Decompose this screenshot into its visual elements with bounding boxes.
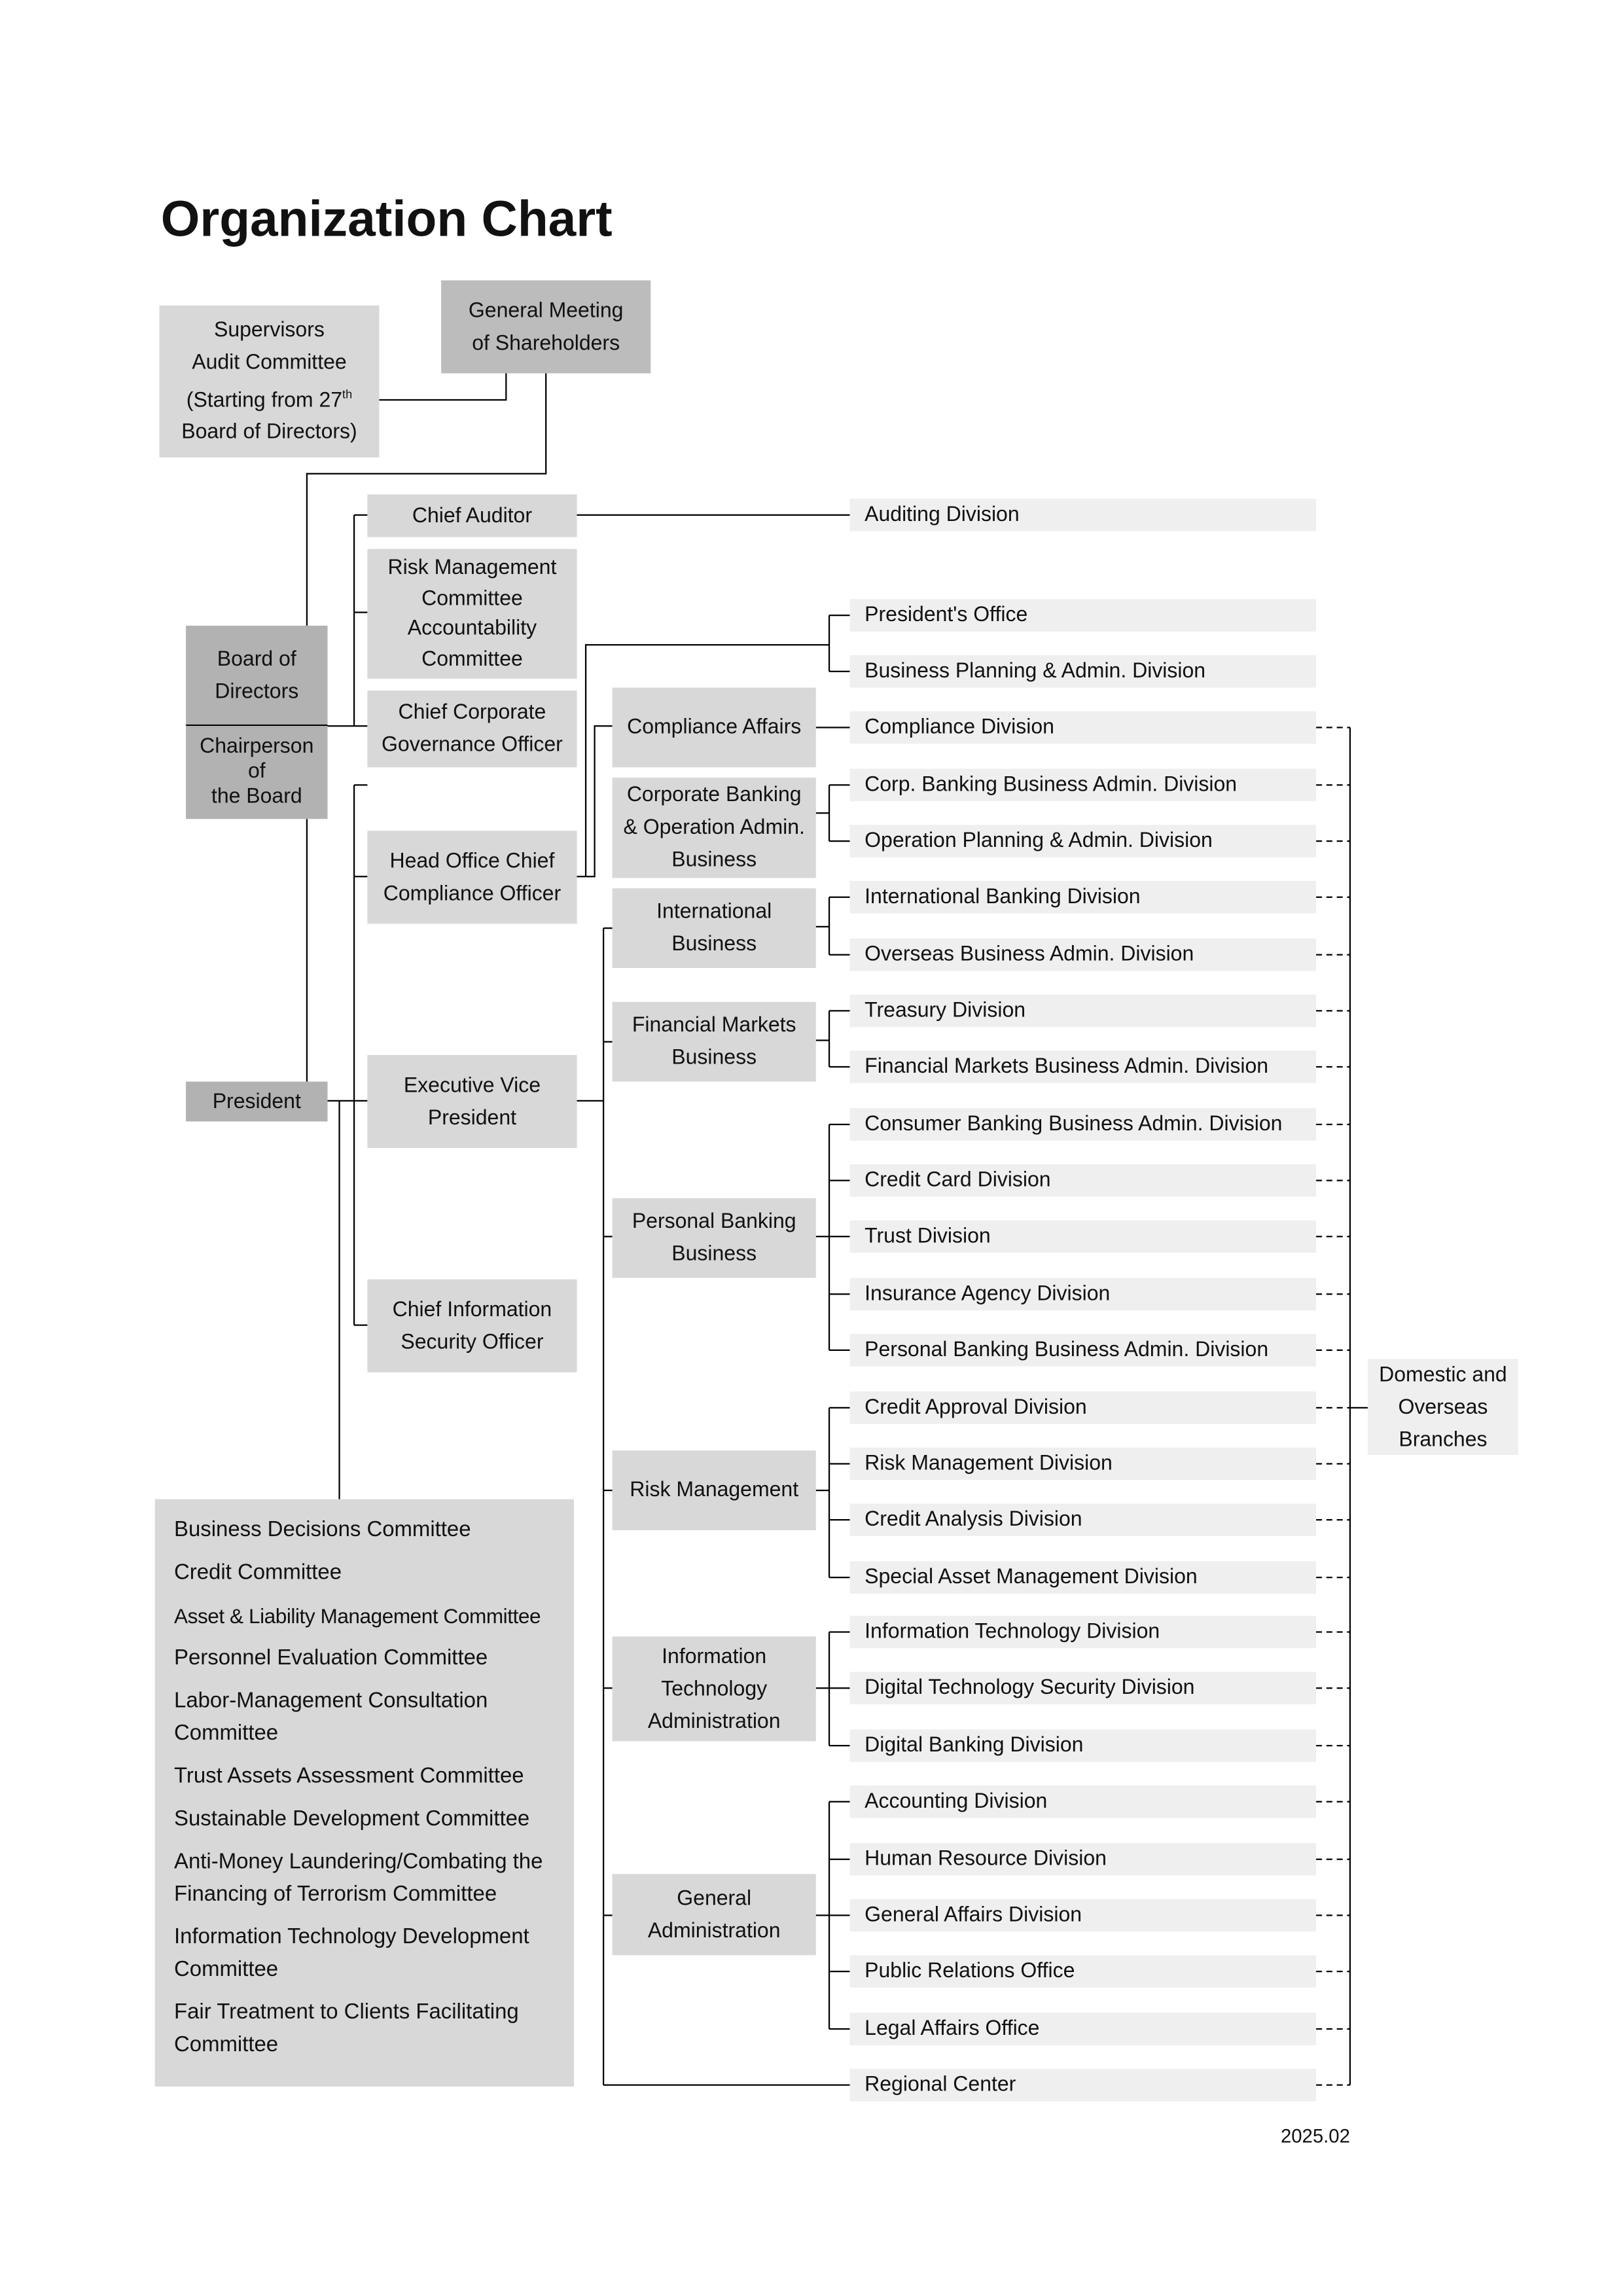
division-credit-approval: Credit Approval Division xyxy=(850,1391,1316,1424)
shareholders-line-2: of Shareholders xyxy=(472,331,620,355)
division-accounting: Accounting Division xyxy=(850,1785,1316,1818)
committee-item: Anti-Money Laundering/Combating the Financing of Terrorism Committee xyxy=(174,1850,543,1907)
president-box: President xyxy=(186,1082,327,1122)
division-insurance-agency: Insurance Agency Division xyxy=(850,1278,1316,1310)
division-compliance: Compliance Division xyxy=(850,711,1316,744)
committee-item: Information Technology Development Committee xyxy=(174,1926,529,1982)
committee-item: Business Decisions Committee xyxy=(174,1518,471,1542)
compliance-affairs-box: Compliance Affairs xyxy=(613,688,816,768)
risk-committee-line-4: Committee xyxy=(421,647,523,671)
evp-box xyxy=(367,1055,577,1148)
chair-line-1: Chairperson xyxy=(200,734,314,759)
committee-item: Personnel Evaluation Committee xyxy=(174,1647,488,1671)
division-legal-affairs: Legal Affairs Office xyxy=(850,2013,1316,2045)
general-admin-box xyxy=(613,1874,816,1955)
chairperson-box xyxy=(186,726,327,819)
personal-banking-box xyxy=(613,1198,816,1278)
division-risk-management: Risk Management Division xyxy=(850,1448,1316,1480)
risk-accountability-committee-box xyxy=(367,549,577,679)
compliance-officer-line-2: Compliance Officer xyxy=(383,882,562,906)
chart-date: 2025.02 xyxy=(1280,2125,1350,2147)
audit-line-2: Audit Committee xyxy=(192,350,347,374)
audit-line-3-sup: th xyxy=(342,387,353,401)
audit-line-3a: (Starting from 27 xyxy=(186,388,343,412)
board-line-2: Directors xyxy=(215,679,299,704)
chief-auditor-box: Chief Auditor xyxy=(367,494,577,537)
ciso-line-1: Chief Information xyxy=(392,1297,552,1321)
division-credit-card: Credit Card Division xyxy=(850,1164,1316,1197)
risk-management-box: Risk Management xyxy=(613,1450,816,1530)
ciso-box xyxy=(367,1280,577,1372)
intl-line-1: International xyxy=(656,900,772,924)
shareholders-box xyxy=(441,280,651,373)
compliance-officer-box xyxy=(367,831,577,924)
branches-box xyxy=(1368,1359,1518,1455)
division-operation-planning: Operation Planning & Admin. Division xyxy=(850,825,1316,857)
board-box xyxy=(186,626,327,725)
corporate-banking-box xyxy=(613,778,816,878)
chair-line-3: the Board xyxy=(211,785,302,809)
international-business-box xyxy=(613,888,816,968)
division-trust: Trust Division xyxy=(850,1221,1316,1253)
corp-line-3: Business xyxy=(671,848,757,872)
committees-list xyxy=(155,1499,574,2087)
evp-line-1: Executive Vice xyxy=(403,1073,541,1098)
division-digital-security: Digital Technology Security Division xyxy=(850,1672,1316,1704)
fm-line-1: Financial Markets xyxy=(632,1013,796,1037)
chair-line-2: of xyxy=(247,760,266,784)
pb-line-1: Personal Banking xyxy=(632,1210,796,1234)
corp-line-2: & Operation Admin. xyxy=(623,816,805,840)
division-general-affairs: General Affairs Division xyxy=(850,1899,1316,1932)
audit-line-3 xyxy=(187,379,352,417)
division-auditing: Auditing Division xyxy=(850,499,1316,531)
division-presidents-office: President's Office xyxy=(850,599,1316,632)
division-information-technology: Information Technology Division xyxy=(850,1616,1316,1649)
fm-line-2: Business xyxy=(671,1046,757,1070)
compliance-officer-line-1: Head Office Chief xyxy=(389,849,555,873)
audit-line-4: Board of Directors) xyxy=(181,421,357,445)
division-credit-analysis: Credit Analysis Division xyxy=(850,1503,1316,1536)
committee-item: Trust Assets Assessment Committee xyxy=(174,1765,524,1789)
it-admin-box xyxy=(613,1636,816,1741)
division-digital-banking: Digital Banking Division xyxy=(850,1729,1316,1762)
governance-officer-box xyxy=(367,691,577,767)
pb-line-2: Business xyxy=(671,1242,757,1266)
audit-line-1: Supervisors xyxy=(213,318,325,342)
page-title: Organization Chart xyxy=(160,192,613,248)
division-special-asset: Special Asset Management Division xyxy=(850,1561,1316,1594)
division-overseas-business: Overseas Business Admin. Division xyxy=(850,939,1316,971)
division-consumer-banking-admin: Consumer Banking Business Admin. Division xyxy=(850,1108,1316,1141)
committee-item: Labor-Management Consultation Committee xyxy=(174,1689,488,1746)
risk-committee-line-3: Accountability xyxy=(407,617,537,641)
committee-item: Credit Committee xyxy=(174,1561,342,1585)
governance-line-2: Governance Officer xyxy=(382,733,563,757)
division-corp-banking-admin: Corp. Banking Business Admin. Division xyxy=(850,769,1316,802)
it-line-2: Technology xyxy=(661,1677,768,1701)
audit-committee-box xyxy=(159,306,379,457)
governance-line-1: Chief Corporate xyxy=(398,700,546,725)
committee-item: Sustainable Development Committee xyxy=(174,1807,530,1831)
it-line-1: Information xyxy=(662,1644,767,1668)
division-public-relations: Public Relations Office xyxy=(850,1955,1316,1988)
corp-line-1: Corporate Banking xyxy=(626,783,802,808)
intl-line-2: Business xyxy=(671,932,757,956)
division-regional-center: Regional Center xyxy=(850,2069,1316,2102)
ga-line-1: General xyxy=(677,1886,752,1910)
ga-line-2: Administration xyxy=(647,1919,781,1943)
committee-item: Fair Treatment to Clients Facilitating Committee xyxy=(174,2001,519,2057)
risk-committee-line-2: Committee xyxy=(421,586,523,611)
division-financial-markets-admin: Financial Markets Business Admin. Division xyxy=(850,1050,1316,1083)
branches-line-1: Domestic and xyxy=(1379,1363,1507,1387)
shareholders-line-1: General Meeting xyxy=(468,298,624,323)
financial-markets-box xyxy=(613,1002,816,1082)
committee-item: Asset & Liability Management Committee xyxy=(174,1604,541,1628)
division-treasury: Treasury Division xyxy=(850,995,1316,1028)
ciso-line-2: Security Officer xyxy=(401,1330,544,1354)
board-line-1: Board of xyxy=(217,647,296,671)
branches-line-2: Overseas xyxy=(1398,1395,1488,1419)
risk-committee-line-1: Risk Management xyxy=(387,556,557,581)
branches-line-3: Branches xyxy=(1399,1427,1488,1452)
evp-line-2: President xyxy=(427,1105,517,1130)
it-line-3: Administration xyxy=(647,1709,781,1733)
division-business-planning: Business Planning & Admin. Division xyxy=(850,655,1316,688)
division-personal-banking-admin: Personal Banking Business Admin. Division xyxy=(850,1334,1316,1367)
division-human-resource: Human Resource Division xyxy=(850,1843,1316,1876)
division-international-banking: International Banking Division xyxy=(850,881,1316,914)
